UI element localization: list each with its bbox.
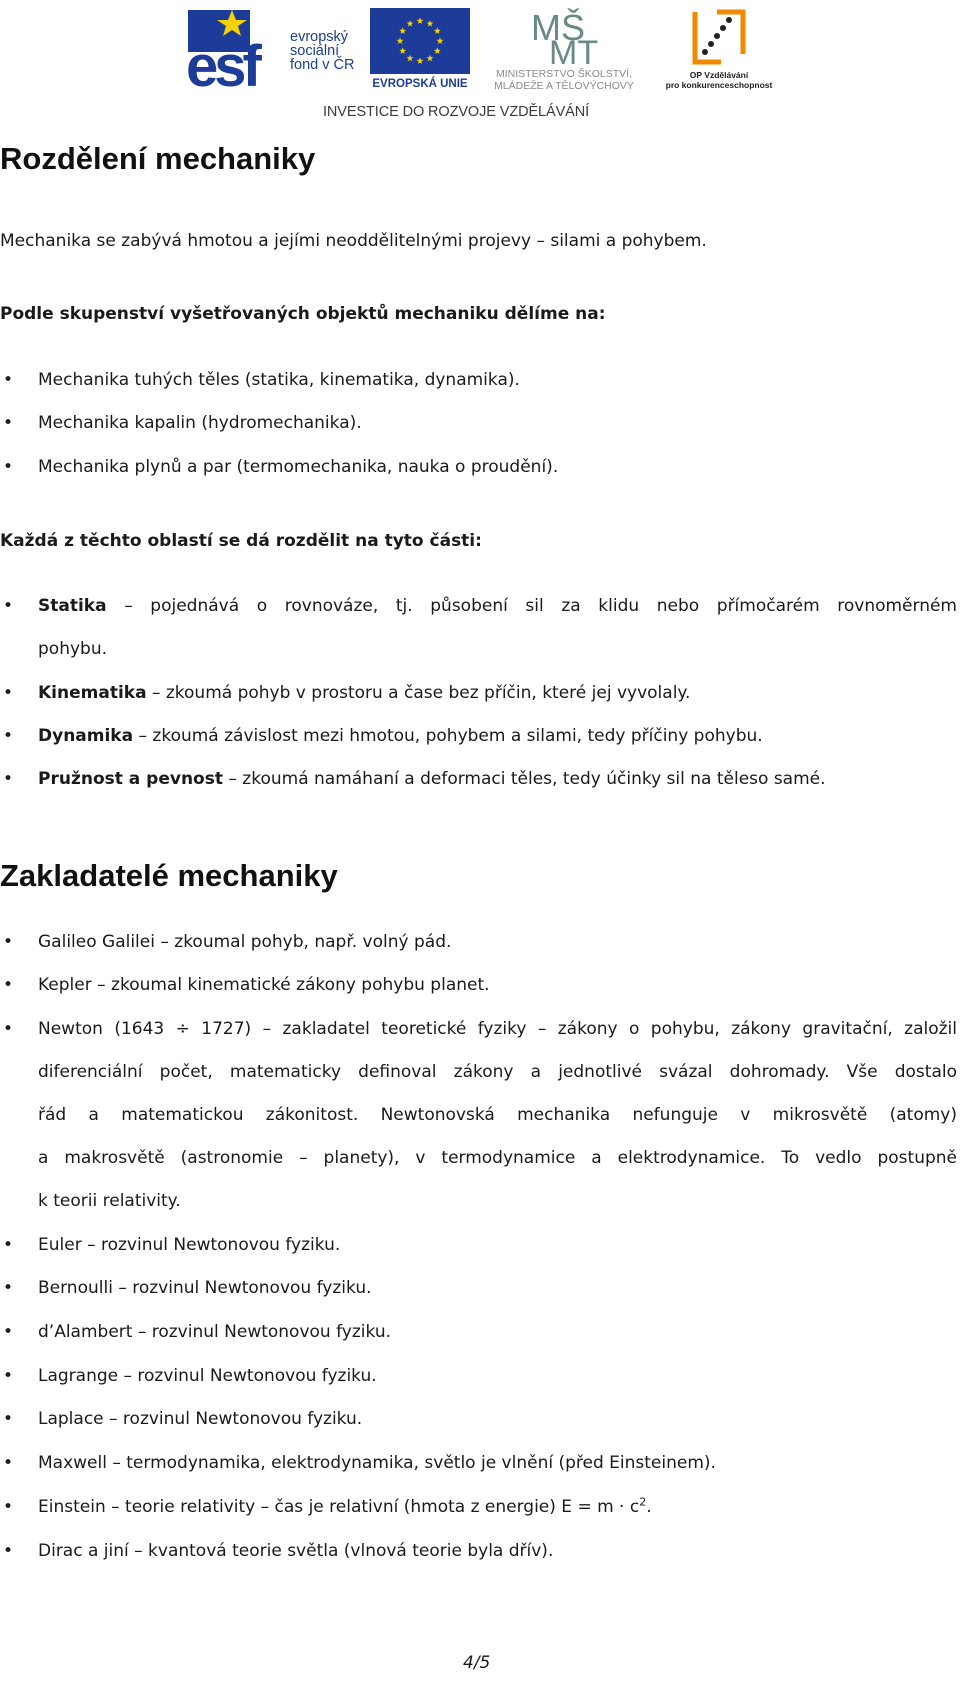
section-title-zakladatele: Zakladatelé mechaniky [0,858,338,893]
term-description: – zkoumá závislost mezi hmotou, pohybem a silami, tedy příčiny pohybu. [133,726,763,746]
eu-star-icon [434,27,441,34]
eu-star-icon [437,37,444,44]
section-title-rozdeleni: Rozdělení mechaniky [0,141,316,176]
term-description: – zkoumá namáhaní a deformaci těles, tedy účinky sil na těleso samé. [222,769,826,789]
list-item-text [38,585,957,628]
list-item-text: Mechanika tuhých těles (statika, kinematika, dynamika). [38,370,520,390]
svg-text:MT: MT [549,34,599,66]
list-item-text: Galileo Galilei – zkoumal pohyb, např. volný pád. [38,932,452,952]
newton-line: řád a matematickou zákonitost. Newtonovská mechanika nefunguje v mikrosvětě (atomy) [38,1105,957,1125]
exponent: 2 [639,1495,647,1509]
list-item-text [38,1486,652,1529]
eu-star-icon [417,17,424,24]
intro-paragraph: Mechanika se zabývá hmotou a jejími neoddělitelnými projevy – silami a pohybem. [0,231,707,251]
list-item-text-continued: pohybu. [38,639,107,659]
term-pruznost-a-pevnost: Pružnost a pevnost [38,769,223,789]
esf-text-line: sociální [290,43,340,59]
bullet-icon: • [3,413,14,433]
list-item-text [38,672,690,715]
list-item-text: Euler – rozvinul Newtonovou fyziku. [38,1235,341,1255]
bullet-icon: • [3,1235,14,1255]
list-item-text: Mechanika plynů a par (termomechanika, nauka o proudění). [38,457,559,477]
eu-caption: EVROPSKÁ UNIE [372,78,468,90]
einstein-text: Einstein – teorie relativity – čas je relativní (hmota z energie) E = m · c [38,1497,640,1517]
term-description: – pojednává o rovnováze, tj. působení sil za klidu nebo přímočarém rovnoměrném [124,596,957,616]
list-item-text: Maxwell – termodynamika, elektrodynamika, světlo je vlnění (před Einsteinem). [38,1453,716,1473]
list-item-text: Dirac a jiní – kvantová teorie světla (vlnová teorie byla dřív). [38,1541,554,1561]
eu-star-icon [407,20,414,27]
einstein-end: . [646,1497,652,1517]
newton-line: diferenciální počet, matematicky definoval zákony a jednotlivé svázal dohromady. Vše dostalo [38,1062,957,1082]
bullet-icon: • [3,1278,14,1298]
op-logo [659,6,779,96]
term-statika: Statika [38,596,107,616]
eu-flag-icon [370,8,470,74]
svg-text:esf: esf [186,34,258,90]
page-number: 4/5 [463,1653,491,1673]
bullet-icon: • [3,370,14,390]
esf-logo [186,6,356,92]
list-item-text: d’Alambert – rozvinul Newtonovou fyziku. [38,1322,391,1342]
op-mark-icon [659,6,779,68]
op-caption-line: OP Vzdělávání [689,70,749,80]
bullet-icon: • [3,683,14,703]
bullet-icon: • [3,1541,14,1561]
esf-text-line: fond v ČR [290,57,355,73]
bullet-icon: • [3,596,14,616]
eu-logo [370,8,470,94]
eu-star-icon [434,47,441,54]
op-caption [659,70,779,90]
newton-line: k teorii relativity. [38,1191,181,1211]
term-kinematika: Kinematika [38,683,147,703]
term-description: – zkoumá pohyb v prostoru a čase bez příčin, které jej vyvolaly. [146,683,691,703]
list-item-text [38,715,763,758]
esf-text-line: evropský [290,29,349,45]
msmt-caption-line: MINISTERSTVO ŠKOLSTVÍ, [496,68,632,80]
bullet-icon: • [3,726,14,746]
bullet-icon: • [3,1453,14,1473]
esf-text [290,30,354,72]
list-item-text: Bernoulli – rozvinul Newtonovou fyziku. [38,1278,372,1298]
eu-star-icon [427,55,434,62]
svg-text:MŠ: MŠ [531,7,585,48]
bullet-icon: • [3,769,14,789]
list-item-text: Laplace – rozvinul Newtonovou fyziku. [38,1409,363,1429]
list-item-text: Kepler – zkoumal kinematické zákony pohybu planet. [38,975,490,995]
eu-star-icon [427,20,434,27]
newton-line: Newton (1643 ÷ 1727) – zakladatel teoretické fyziky – zákony o pohybu, zákony gravitační, založil [38,1019,957,1039]
bullet-icon: • [3,975,14,995]
bullet-icon: • [3,1409,14,1429]
msmt-caption-line: MLÁDEŽE A TĚLOVÝCHOVY [494,80,634,92]
subheading-skupenstvi: Podle skupenství vyšetřovaných objektů mechaniku dělíme na: [0,304,606,324]
msmt-logo [479,6,649,96]
subheading-casti: Každá z těchto oblastí se dá rozdělit na tyto části: [0,531,482,551]
eu-star-icon [417,57,424,64]
bullet-icon: • [3,1497,14,1517]
op-caption-line: pro konkurenceschopnost [665,80,773,90]
esf-mark-icon [186,6,290,90]
newton-line: a makrosvětě (astronomie – planety), v termodynamice a elektrodynamice. To vedlo postupně [38,1148,957,1168]
eu-star-icon [407,55,414,62]
list-item-text: Lagrange – rozvinul Newtonovou fyziku. [38,1366,377,1386]
list-item-text [38,758,826,801]
eu-star-icon [399,47,406,54]
bullet-icon: • [3,1019,14,1039]
eu-star-icon [397,37,404,44]
msmt-caption [479,68,649,92]
list-item-text: Mechanika kapalin (hydromechanika). [38,413,362,433]
bullet-icon: • [3,932,14,952]
bullet-icon: • [3,1322,14,1342]
bullet-icon: • [3,457,14,477]
bullet-icon: • [3,1366,14,1386]
msmt-mark-icon [479,6,649,66]
investice-tagline: INVESTICE DO ROZVOJE VZDĚLÁVÁNÍ [323,104,590,120]
term-dynamika: Dynamika [38,726,134,746]
eu-star-icon [399,27,406,34]
